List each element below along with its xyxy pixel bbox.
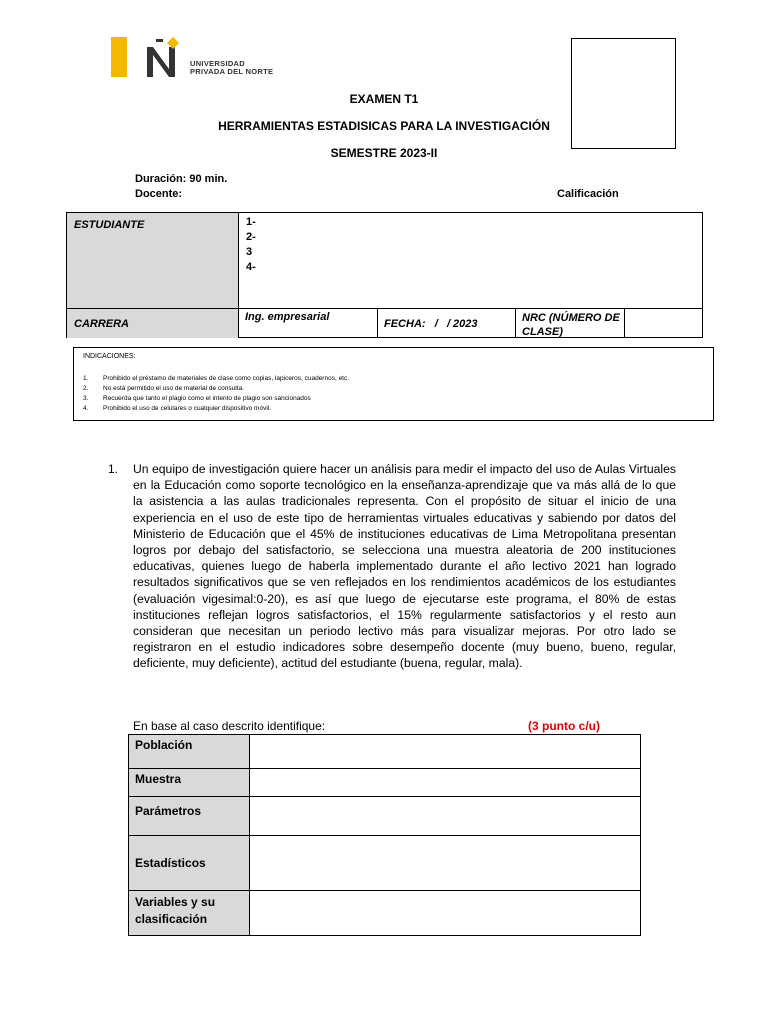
exam-title: EXAMEN T1 (349, 92, 419, 106)
row-label-statistics: Estadísticos (129, 836, 250, 891)
answer-cell-variables[interactable] (250, 891, 641, 936)
university-line1: UNIVERSIDAD (190, 59, 245, 68)
indication-item (83, 404, 349, 414)
indication-text: Prohibido el préstamo de materiales de clase como copias, lapiceros, cuadernos, etc. (103, 375, 350, 382)
answer-cell-parameters[interactable] (250, 797, 641, 836)
points-label: (3 punto c/u) (528, 719, 600, 733)
student-table (66, 212, 703, 338)
grade-label: Calificación (557, 188, 619, 200)
indications-list (83, 374, 349, 414)
member-2: 2- (246, 231, 256, 243)
question-text: Un equipo de investigación quiere hacer un análisis para medir el impacto del uso de Aulas Virtuales en la Educación como soporte tecnológico en la enseñanza-aprendizaje que va más allá de lo que la asistencia a las aulas tradicionales representa. Con el propósito de situar el inicio de una experiencia en el uso de este tipo de herramientas virtuales educativas y sabiendo por datos del Ministerio de Educación que el 45% de instituciones educativas de Lima Metropolitana presentan logros por debajo del satisfactorio, se selecciona una muestra aleatoria de 200 instituciones educativas, quienes luego de haberla implementado durante el año lectivo 2021 han logrado resultados significativos que se ven reflejados en los rendimientos académicos de los estudiantes (evaluación vigesimal:0-20), es así que luego de ejecutarse este programa, el 80% de estas instituciones reflejan logros satisfactorios, el 15% regularmente satisfactorios y el resto aun consideran que necesitan un periodo lectivo más para visualizar mejoras. Por otro lado se registraron en el estudio indicadores sobre desempeño docente (muy bueno, bueno, regular, deficiente, muy deficiente), actitud del estudiante (buena, regular, mala). (133, 462, 676, 671)
question-number: 1. (108, 462, 119, 476)
career-row (67, 308, 702, 338)
indication-text: Recuerda que tanto el plagio como el intento de plagio son sancionados (103, 395, 311, 402)
indication-text: Prohibido el uso de celulares o cualquier dispositivo móvil. (103, 405, 272, 412)
member-4: 4- (246, 261, 256, 273)
career-label: CARRERA (74, 318, 129, 330)
indication-number: 2. (83, 385, 89, 392)
answer-cell-population[interactable] (250, 735, 641, 769)
answer-cell-sample[interactable] (250, 769, 641, 797)
row-label-variables: Variables y su clasificación (129, 891, 250, 936)
table-row (129, 735, 641, 769)
question-prompt: En base al caso descrito identifique: (133, 719, 326, 733)
nrc-label-cell (516, 309, 625, 338)
career-value: Ing. empresarial (245, 311, 330, 323)
answer-cell-statistics[interactable] (250, 836, 641, 891)
nrc-label: NRC (NÚMERO DE CLASE) (522, 312, 620, 338)
table-row (129, 769, 641, 797)
table-row (129, 891, 641, 936)
table-row (129, 797, 641, 836)
logo-yellow-bar (111, 37, 127, 77)
university-name (190, 60, 273, 76)
indication-text: No está permitido el uso de material de consulta. (103, 385, 244, 392)
indication-number: 1. (83, 375, 89, 382)
row-label-population: Población (129, 735, 250, 769)
table-row (129, 836, 641, 891)
indications-title: INDICACIONES: (83, 353, 136, 360)
student-label-cell (67, 213, 239, 308)
indication-number: 4. (83, 405, 89, 412)
indication-number: 3. (83, 395, 89, 402)
course-title: HERRAMIENTAS ESTADISICAS PARA LA INVESTIGACIÓN (218, 119, 550, 133)
indications-box (73, 347, 714, 421)
university-line2: PRIVADA DEL NORTE (190, 67, 274, 76)
indication-item (83, 384, 349, 394)
answer-table (128, 734, 641, 936)
row-label-sample: Muestra (129, 769, 250, 797)
student-members[interactable] (246, 215, 256, 275)
indication-item (83, 374, 349, 384)
member-1: 1- (246, 216, 256, 228)
student-label: ESTUDIANTE (74, 219, 145, 231)
member-3: 3 (246, 246, 253, 258)
duration-text: Duración: 90 min. (135, 173, 228, 185)
indication-item (83, 394, 349, 404)
date-label: FECHA: / / 2023 (384, 318, 478, 330)
career-value-cell (239, 309, 378, 338)
date-cell[interactable] (378, 309, 516, 338)
career-label-cell (67, 309, 239, 338)
teacher-label: Docente: (135, 188, 183, 200)
nrc-value-cell[interactable] (625, 309, 701, 338)
university-logo-icon (143, 35, 185, 79)
row-label-parameters: Parámetros (129, 797, 250, 836)
semester-title: SEMESTRE 2023-II (330, 146, 438, 160)
